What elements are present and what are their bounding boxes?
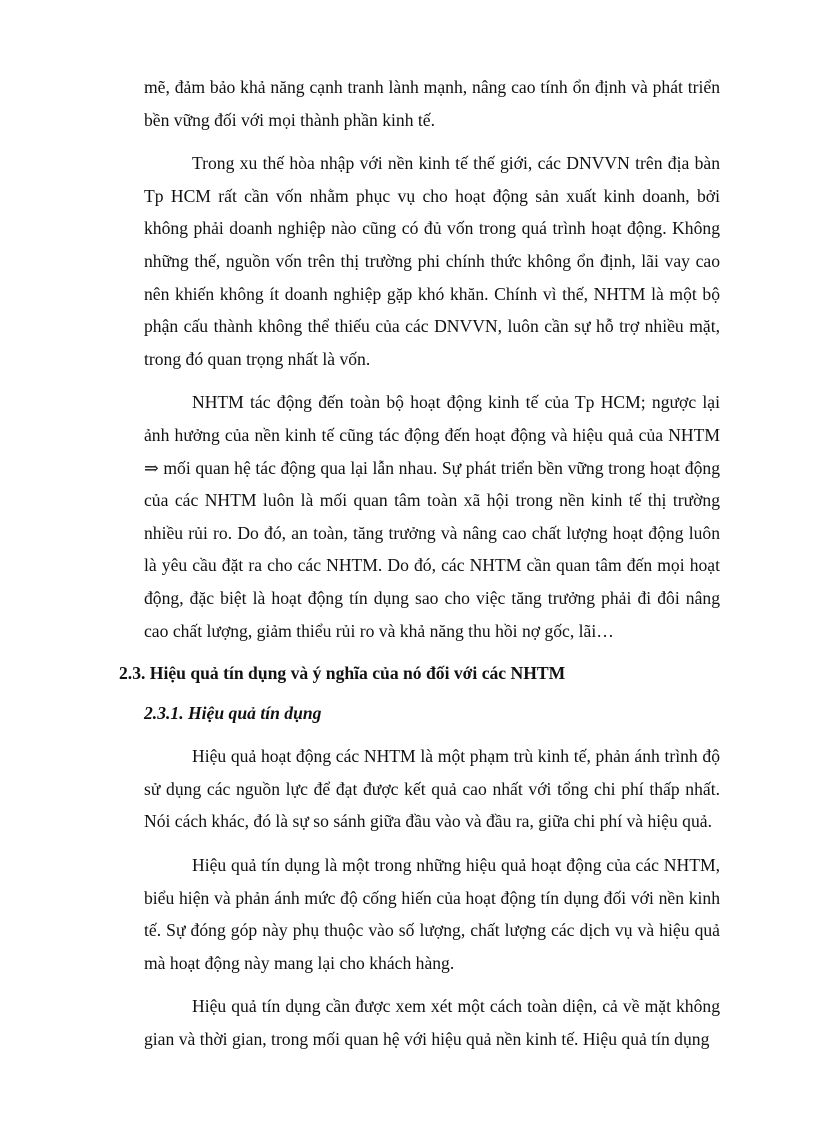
paragraph-credit-efficiency: Hiệu quả tín dụng là một trong những hiệu quả hoạt động của các NHTM, biểu hiện và phản ánh mức độ cống hiến của hoạt động tín dụng đối với nền kinh tế. Sự đóng góp này phụ thuộc vào số lượng, chất lượng các dịch vụ và hiệu quả mà hoạt động này mang lại cho khách hàng.	[144, 855, 720, 973]
section-heading: 2.3. Hiệu quả tín dụng và ý nghĩa của nó đối với các NHTM	[119, 663, 566, 684]
paragraph-comprehensive-view: Hiệu quả tín dụng cần được xem xét một cách toàn diện, cả về mặt không gian và thời gian, trong mối quan hệ với hiệu quả nền kinh tế. Hiệu quả tín dụng	[144, 996, 720, 1050]
paragraph-nhtm-impact: NHTM tác động đến toàn bộ hoạt động kinh tế của Tp HCM; ngược lại ảnh hưởng của nền kinh tế cũng tác động đến hoạt động và hiệu quả của NHTM ⇒ mối quan hệ tác động qua lại lẫn nhau. Sự phát triển bền vững trong hoạt động của các NHTM luôn là mối quan tâm toàn xã hội trong nền kinh tế thị trường nhiều rủi ro. Do đó, an toàn, tăng trưởng và nâng cao chất lượng hoạt động luôn là yêu cầu đặt ra cho các NHTM. Do đó, các NHTM cần quan tâm đến mọi hoạt động, đặc biệt là hoạt động tín dụng sao cho việc tăng trưởng phải đi đôi nâng cao chất lượng, giảm thiểu rủi ro và khả năng thu hồi nợ gốc, lãi…	[144, 392, 720, 641]
paragraph-efficiency-definition: Hiệu quả hoạt động các NHTM là một phạm trù kinh tế, phản ánh trình độ sử dụng các nguồn lực để đạt được kết quả cao nhất với tổng chi phí thấp nhất. Nói cách khác, đó là sự so sánh giữa đầu vào và đầu ra, giữa chi phí và hiệu quả.	[144, 746, 720, 832]
subsection-heading: 2.3.1. Hiệu quả tín dụng	[144, 702, 322, 723]
paragraph-dnvvn-capital: Trong xu thế hòa nhập với nền kinh tế thế giới, các DNVVN trên địa bàn Tp HCM rất cần vốn nhằm phục vụ cho hoạt động sản xuất kinh doanh, bởi không phải doanh nghiệp nào cũng có đủ vốn trong quá trình hoạt động. Không những thế, nguồn vốn trên thị trường phi chính thức không ổn định, lãi vay cao nên khiến không ít doanh nghiệp gặp khó khăn. Chính vì thế, NHTM là một bộ phận cấu thành không thể thiếu của các DNVVN, luôn cần sự hỗ trợ nhiều mặt, trong đó quan trọng nhất là vốn.	[144, 153, 720, 369]
paragraph-continuation: mẽ, đảm bảo khả năng cạnh tranh lành mạnh, nâng cao tính ổn định và phát triển bền vững đối với mọi thành phần kinh tế.	[144, 77, 720, 130]
